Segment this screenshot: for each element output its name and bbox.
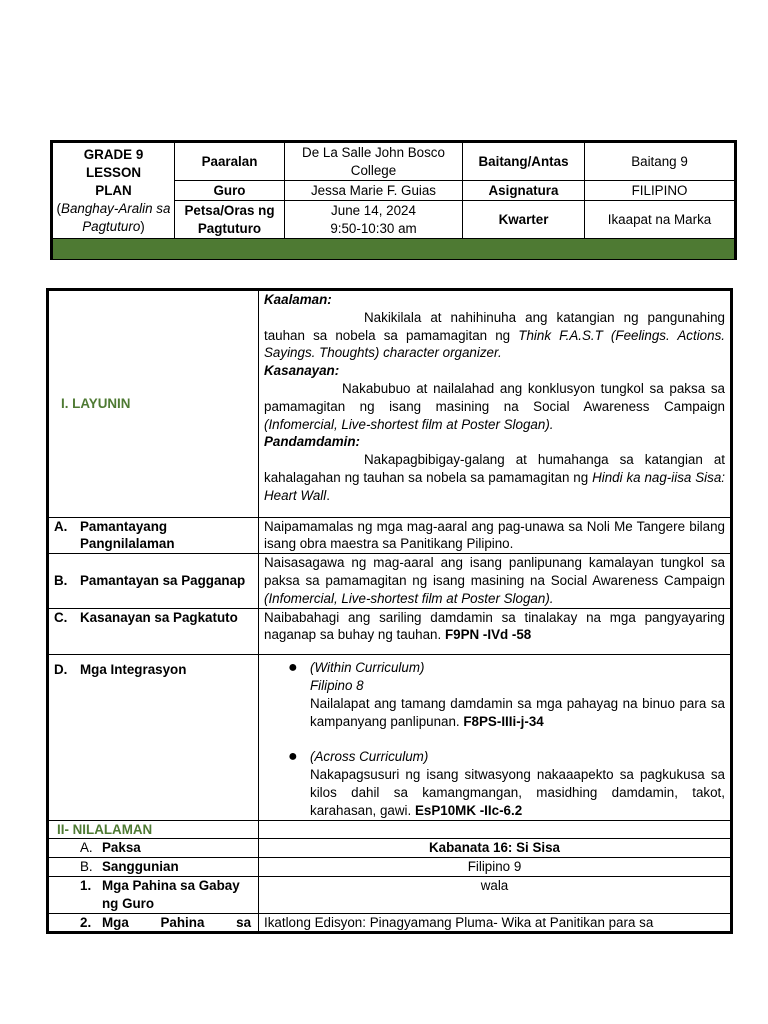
pandamdamin-body: Nakapagbibigay-galang at humahanga sa katangian at kahalagahan ng tauhan sa nobela sa pamamagitan ng xyxy=(264,452,725,485)
row-c-label: Kasanayan sa Pagkatuto xyxy=(80,609,238,625)
paaralan-value: De La Salle John Bosco College xyxy=(285,143,463,181)
pandamdamin-title: Pandamdamin: xyxy=(264,434,360,450)
plan-subtitle xyxy=(56,200,171,236)
petsa-label: Petsa/Oras ng Pagtuturo xyxy=(175,201,285,239)
gabay-guro-label: Mga Pahina sa Gabay ng Guro xyxy=(102,877,240,911)
nilalaman-row xyxy=(49,820,731,839)
row-b xyxy=(49,554,731,608)
gabay-guro-num: 1. xyxy=(80,877,92,893)
gabay-guro-label-cell xyxy=(49,876,259,913)
pahina-label-cell xyxy=(49,913,259,932)
paksa-num: A. xyxy=(80,840,93,856)
row-b-italic: (Infomercial, Live-shortest film at Poster Slogan). xyxy=(264,590,554,606)
row-c-label-cell xyxy=(49,608,259,655)
kasanayan-text xyxy=(264,380,725,433)
across-curriculum-item xyxy=(264,748,725,819)
layunin-content xyxy=(259,291,731,518)
guro-value: Jessa Marie F. Guias xyxy=(285,181,463,201)
asignatura-label: Asignatura xyxy=(463,181,585,201)
kaalaman-italic: Think F.A.S.T (Feelings. Actions. Sayings. Thoughts) character organizer. xyxy=(264,327,725,361)
petsa-time: 9:50-10:30 am xyxy=(330,220,417,236)
row-d-label: Mga Integrasyon xyxy=(80,662,187,678)
within-curriculum-sub: Filipino 8 xyxy=(310,677,364,693)
row-a-num: A. xyxy=(54,518,68,534)
row-b-body: Naisasagawa ng mag-aaral ang isang panlipunang kamalayan tungkol sa paksa sa pamamagitan ng isang masining na Social Awareness Campaign xyxy=(264,555,725,588)
pandamdamin-period: . xyxy=(326,487,330,503)
paksa-label: Paksa xyxy=(102,840,141,856)
plan-title-line-3: PLAN xyxy=(95,182,132,198)
header-green-bar xyxy=(53,239,735,260)
pahina-value: Ikatlong Edisyon: Pinagyamang Pluma- Wika at Panitikan para sa xyxy=(259,913,731,932)
kaalaman-body: Nakikilala at nahihinuha ang katangian ng pangunahing tauhan sa nobela sa pamamagitan ng xyxy=(264,309,725,343)
gabay-guro-value: wala xyxy=(259,876,731,913)
kasanayan-body: Nakabubuo at nailalahad ang konklusyon tungkol sa paksa sa pamamagitan ng isang masining na Social Awareness Campaign xyxy=(264,380,725,414)
row-b-label: Pamantayan sa Pagganap xyxy=(80,572,246,588)
gabay-guro-row xyxy=(49,876,731,913)
kwarter-label: Kwarter xyxy=(463,201,585,239)
pahina-row xyxy=(49,913,731,932)
within-curriculum-text: Nailalapat ang tamang damdamin sa mga pahayag na binuo para sa kampanyang panlipunan. xyxy=(310,695,725,729)
across-curriculum-code: EsP10MK -IIc-6.2 xyxy=(414,802,523,818)
layunin-row xyxy=(49,291,731,518)
kaalaman-text xyxy=(264,309,725,362)
paksa-value: Kabanata 16: Si Sisa xyxy=(259,839,731,858)
within-curriculum-code: F8PS-IIIi-j-34 xyxy=(463,713,544,729)
baitang-label: Baitang/Antas xyxy=(463,143,585,181)
row-c xyxy=(49,608,731,655)
lesson-plan-body xyxy=(46,288,733,934)
paksa-row xyxy=(49,839,731,858)
lesson-plan-title-cell xyxy=(53,143,175,239)
guro-label: Guro xyxy=(175,181,285,201)
row-d-value xyxy=(259,655,731,820)
row-c-value xyxy=(259,608,731,655)
baitang-value: Baitang 9 xyxy=(585,143,735,181)
kasanayan-italic: (Infomercial, Live-shortest film at Poster Slogan). xyxy=(264,416,554,432)
bullet-icon: ● xyxy=(288,748,298,766)
row-d-label-cell xyxy=(49,655,259,820)
plan-subtitle-open: ( xyxy=(56,200,62,216)
pahina-num: 2. xyxy=(80,914,92,930)
bullet-icon: ● xyxy=(288,659,298,677)
plan-subtitle-close: ) xyxy=(140,218,145,234)
layunin-label: I. LAYUNIN xyxy=(61,395,131,411)
plan-title-line-2: LESSON xyxy=(85,164,142,180)
plan-subtitle-text: Banghay-Aralin sa Pagtuturo xyxy=(61,200,171,234)
row-c-code: F9PN -IVd -58 xyxy=(444,627,532,643)
row-a-label-cell xyxy=(49,517,259,554)
row-c-body: Naibabahagi ang sariling damdamin sa tinalakay na mga pangyayaring naganap sa buhay ng tauhan. xyxy=(264,609,725,643)
across-curriculum-head: (Across Curriculum) xyxy=(310,749,429,765)
row-a-value: Naipamamalas ng mga mag-aaral ang pag-unawa sa Noli Me Tangere bilang isang obra maestra sa Panitikang Pilipino. xyxy=(259,517,731,554)
nilalaman-value xyxy=(259,820,731,839)
pahina-label: Mga Pahina sa xyxy=(102,914,252,930)
sanggunian-num: B. xyxy=(80,859,93,875)
kasanayan-title: Kasanayan: xyxy=(264,363,340,379)
sanggunian-label: Sanggunian xyxy=(102,859,179,875)
nilalaman-label: II- NILALAMAN xyxy=(57,821,153,837)
kaalaman-title: Kaalaman: xyxy=(264,292,332,307)
row-c-num: C. xyxy=(54,609,68,625)
row-a xyxy=(49,517,731,554)
across-curriculum-text: Nakapagsusuri ng isang sitwasyong nakaaapekto sa pagkukusa sa kilos dahil sa kamangmangan, masidhing damdamin, takot, karahasan, gawi. xyxy=(310,767,725,818)
row-d-num: D. xyxy=(54,662,68,678)
lesson-plan-header xyxy=(50,140,737,260)
sanggunian-value: Filipino 9 xyxy=(259,858,731,877)
row-b-label-cell xyxy=(49,554,259,608)
within-curriculum-head: (Within Curriculum) xyxy=(310,660,425,676)
asignatura-value: FILIPINO xyxy=(585,181,735,201)
within-curriculum-item xyxy=(264,659,725,730)
row-a-label: Pamantayang Pangnilalaman xyxy=(80,518,175,552)
layunin-label-cell xyxy=(49,291,259,518)
row-d xyxy=(49,655,731,820)
paaralan-label: Paaralan xyxy=(175,143,285,181)
sanggunian-label-cell xyxy=(49,858,259,877)
sanggunian-row xyxy=(49,858,731,877)
pandamdamin-text xyxy=(264,451,725,516)
kwarter-value: Ikaapat na Marka xyxy=(585,201,735,239)
nilalaman-label-cell xyxy=(49,820,259,839)
paksa-label-cell xyxy=(49,839,259,858)
row-b-value xyxy=(259,554,731,608)
row-b-num: B. xyxy=(54,572,68,588)
plan-title-line-1: GRADE 9 xyxy=(83,146,144,162)
pandamdamin-italic: Hindi ka nag-iisa Sisa: Heart Wall xyxy=(264,469,725,503)
petsa-date: June 14, 2024 xyxy=(331,202,416,218)
petsa-value xyxy=(285,201,463,239)
